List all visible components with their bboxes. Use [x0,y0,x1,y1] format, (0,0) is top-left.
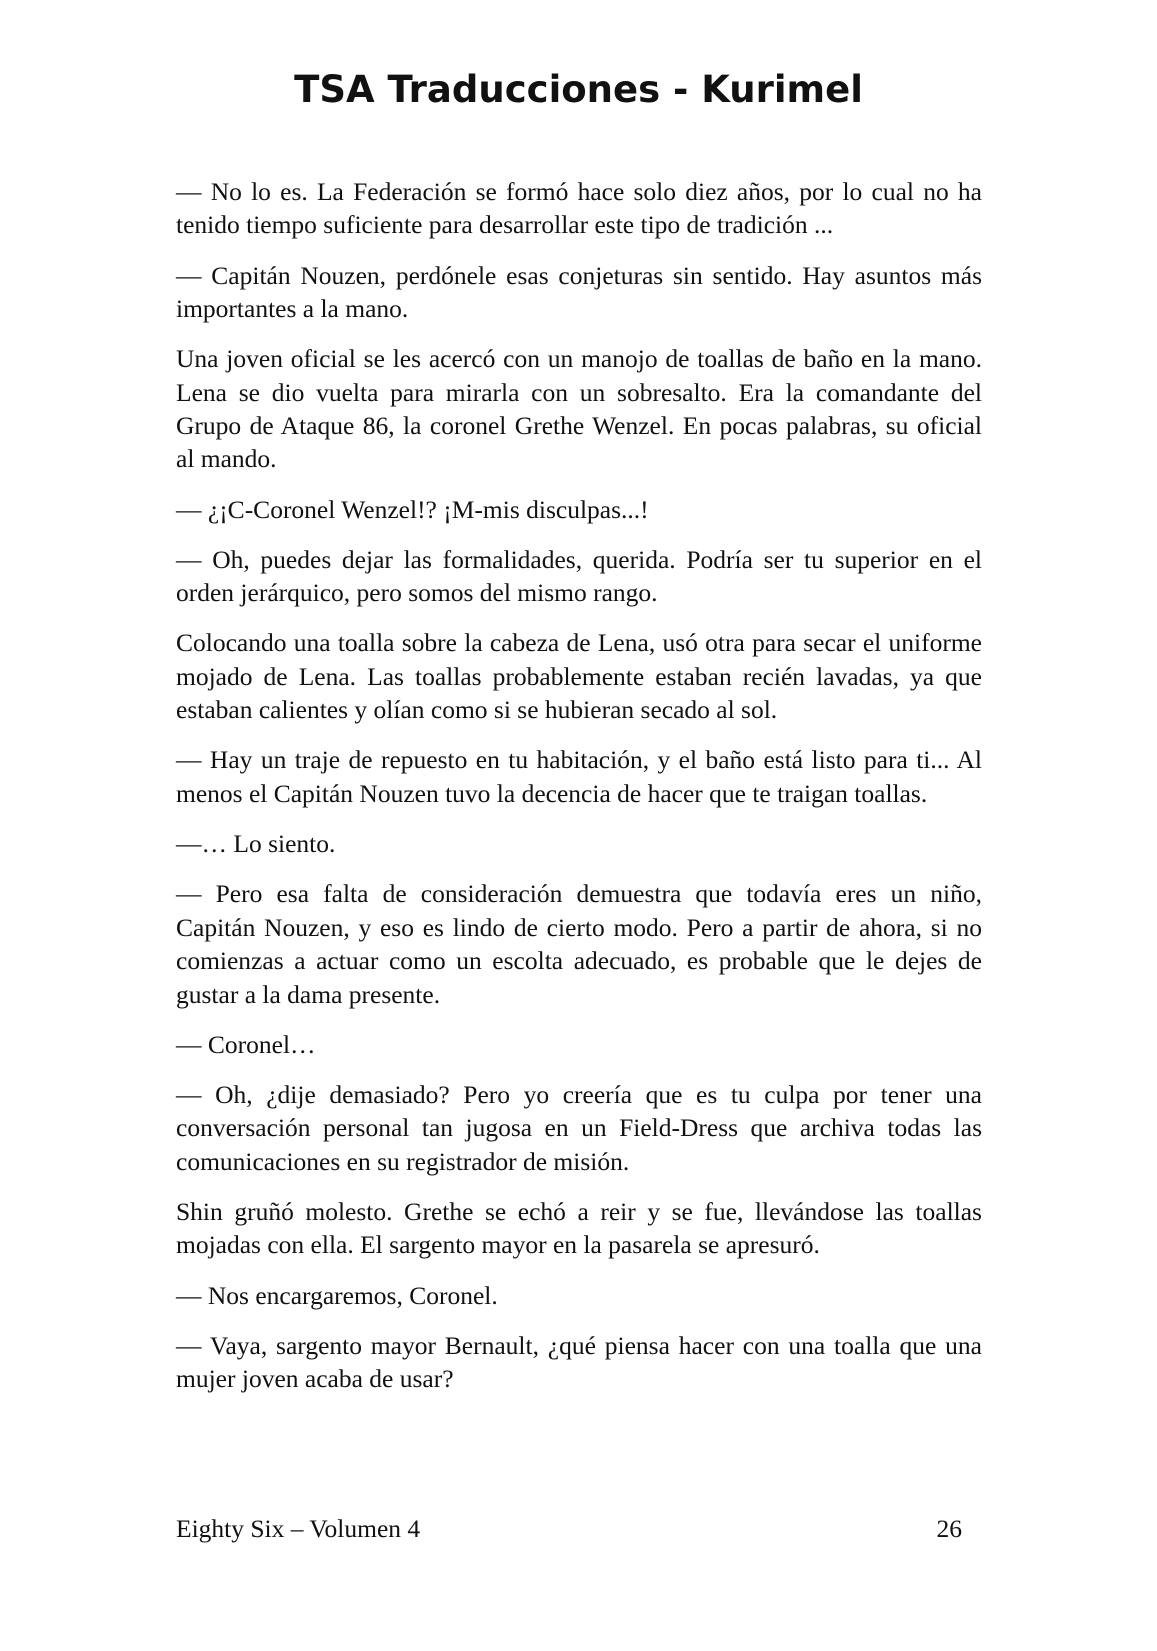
paragraph: — Vaya, sargento mayor Bernault, ¿qué piensa hacer con una toalla que una mujer joven acaba de usar? [176,1330,982,1394]
paragraph: — Nos encargaremos, Coronel. [176,1280,498,1310]
paragraph: — Coronel… [176,1029,316,1059]
paragraph: Colocando una toalla sobre la cabeza de Lena, usó otra para secar el uniforme mojado de Lena. Las toallas probablemente estaban recién lavadas, ya que estaban calientes y olían como si se hubieran secado al sol. [176,628,982,725]
body-text [176,175,982,1412]
paragraph: — No lo es. La Federación se formó hace solo diez años, por lo cual no ha tenido tiempo suficiente para desarrollar este tipo de tradición ... [176,177,982,240]
paragraph: — Capitán Nouzen, perdónele esas conjeturas sin sentido. Hay asuntos más importantes a la mano. [176,260,982,324]
footer-page-number: 26 [936,1514,962,1543]
paragraph: —… Lo siento. [176,829,336,859]
paragraph: — Hay un traje de repuesto en tu habitación, y el baño está listo para ti... Al menos el Capitán Nouzen tuvo la decencia de hacer que te traigan toallas. [176,745,982,808]
footer-book-title: Eighty Six – Volumen 4 [176,1514,421,1543]
paragraph: — ¿¡C-Coronel Wenzel!? ¡M-mis disculpas...! [176,494,649,524]
paragraph: — Oh, puedes dejar las formalidades, querida. Podría ser tu superior en el orden jerárquico, pero somos del mismo rango. [176,544,982,608]
paragraph: Shin gruñó molesto. Grethe se echó a reir y se fue, llevándose las toallas mojadas con ella. El sargento mayor en la pasarela se apresuró. [176,1196,982,1260]
paragraph: — Pero esa falta de consideración demuestra que todavía eres un niño, Capitán Nouzen, y eso es lindo de cierto modo. Pero a partir de ahora, si no comienzas a actuar como un escolta adecuado, es probable que le dejes de gustar a la dama presente. [176,879,982,1009]
paragraph: — Oh, ¿dije demasiado? Pero yo creería que es tu culpa por tener una conversación personal tan jugosa en un Field-Dress que archiva todas las comunicaciones en su registrador de misión. [176,1079,982,1176]
page-header-title: TSA Traducciones - Kurimel [294,68,863,111]
paragraph: Una joven oficial se les acercó con un manojo de toallas de baño en la mano. Lena se dio vuelta para mirarla con un sobresalto. Era la comandante del Grupo de Ataque 86, la coronel Grethe Wenzel. En pocas palabras, su oficial al mando. [176,344,982,474]
